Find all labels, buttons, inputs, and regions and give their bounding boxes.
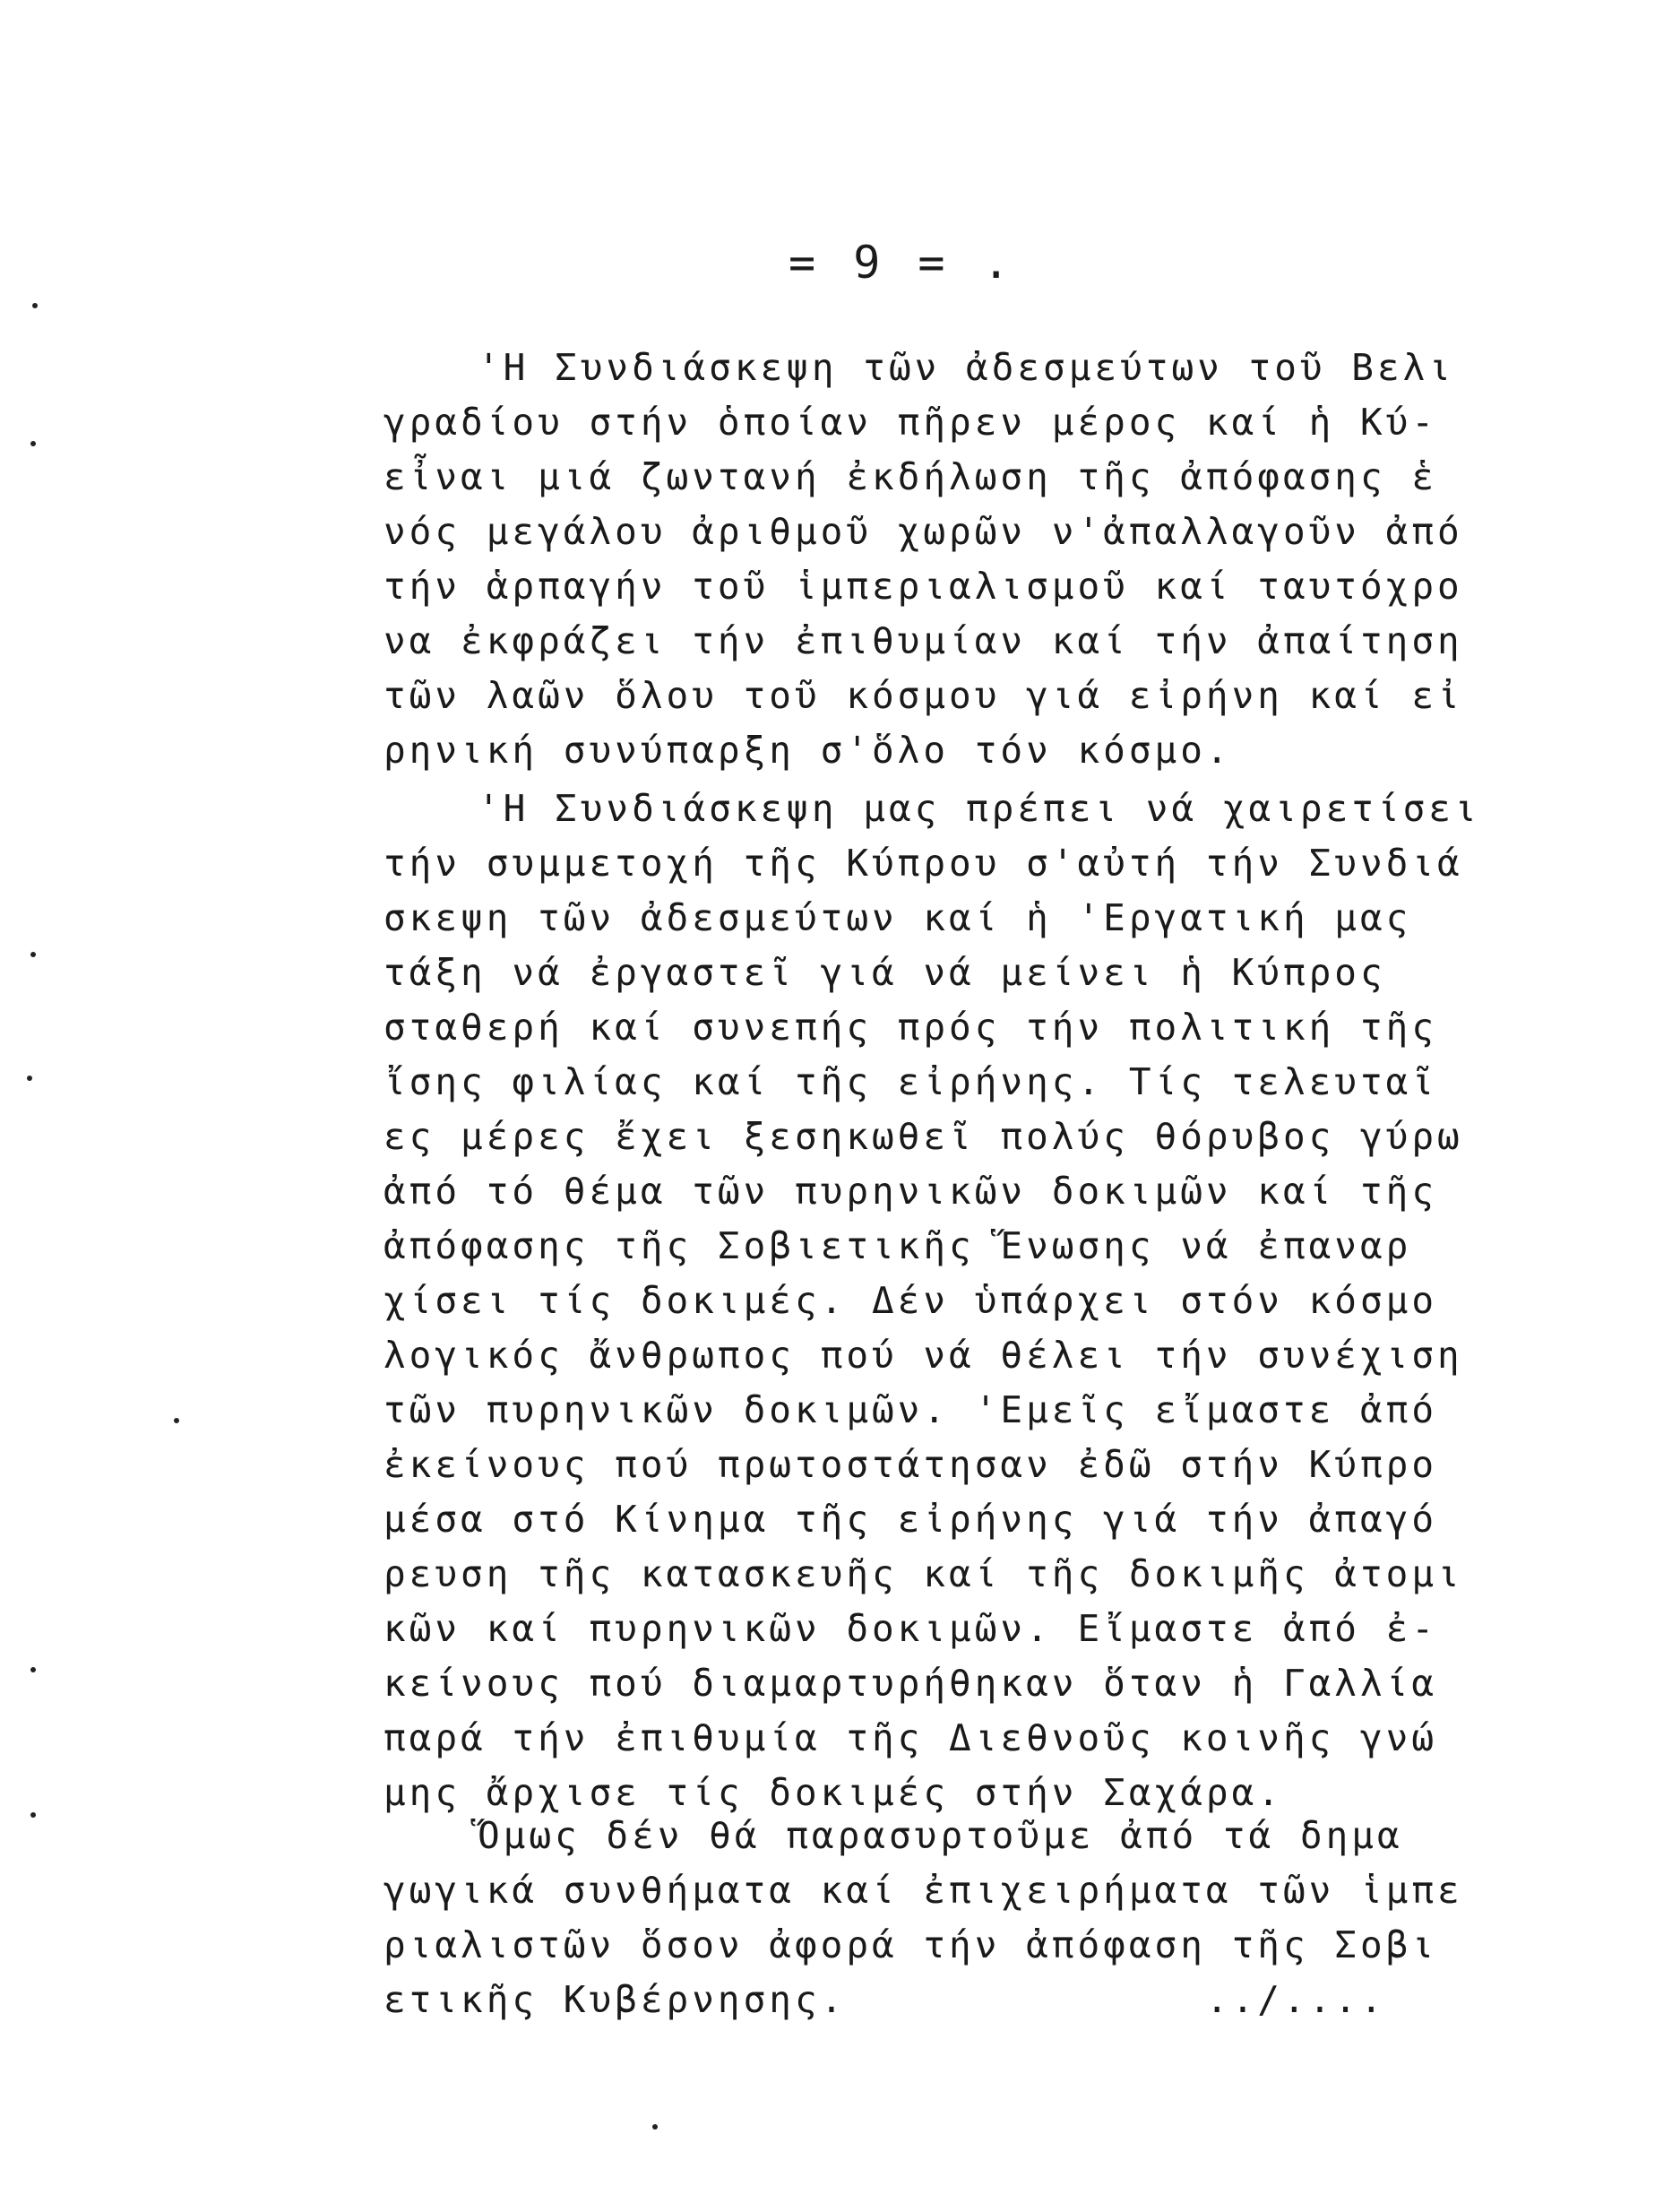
paragraph-1 [384, 341, 1548, 778]
text-line: μης ἄρχισε τίς δοκιμές στήν Σαχάρα. [384, 1771, 1283, 1814]
scan-speck [174, 1418, 179, 1423]
text-line: 'Η Συνδιάσκεψη μας πρέπει νά χαιρετίσει [478, 787, 1480, 830]
text-line: γραδίου στήν ὁποίαν πῆρεν μέρος καί ἡ Κύ- [384, 401, 1438, 444]
text-line: κῶν καί πυρηνικῶν δοκιμῶν. Εἴμαστε ἀπό ἐ- [384, 1607, 1438, 1650]
text-line: κείνους πού διαμαρτυρήθηκαν ὅταν ἡ Γαλλία [384, 1662, 1438, 1705]
scan-speck [30, 1812, 36, 1818]
paragraph-3 [384, 1809, 1548, 2027]
text-line: τῶν πυρηνικῶν δοκιμῶν. 'Εμεῖς εἴμαστε ἀπό [384, 1388, 1438, 1431]
text-line: ἐκείνους πού πρωτοστάτησαν ἐδῶ στήν Κύπρο [384, 1443, 1438, 1486]
scan-speck [652, 2124, 658, 2130]
text-line: ρηνική συνύπαρξη σ'ὅλο τόν κόσμο. [384, 729, 1232, 772]
scan-speck [27, 1076, 32, 1081]
text-line: εἶναι μιά ζωντανή ἐκδήλωση τῆς ἀπόφασης ἑ [384, 455, 1438, 498]
text-line: ἴσης φιλίας καί τῆς εἰρήνης. Τίς τελευταῖ [384, 1060, 1438, 1103]
text-line: λογικός ἄνθρωπος πού νά θέλει τήν συνέχιση [384, 1334, 1463, 1377]
scan-speck [30, 1667, 36, 1672]
text-line: νός μεγάλου ἀριθμοῦ χωρῶν ν'ἀπαλλαγοῦν ἀπό [384, 510, 1463, 553]
text-line: ετικῆς Κυβέρνησης. ../.... [384, 1978, 1386, 2021]
text-line: μέσα στό Κίνημα τῆς εἰρήνης γιά τήν ἀπαγό [384, 1498, 1438, 1541]
text-line: τήν συμμετοχή τῆς Κύπρου σ'αὐτή τήν Συνδιά [384, 842, 1463, 885]
text-line: να ἐκφράζει τήν ἐπιθυμίαν καί τήν ἀπαίτηση [384, 619, 1463, 662]
text-line: παρά τήν ἐπιθυμία τῆς Διεθνοῦς κοινῆς γνώ [384, 1716, 1438, 1759]
text-line: ρευση τῆς κατασκευῆς καί τῆς δοκιμῆς ἀτομι [384, 1552, 1463, 1595]
text-line: ἀπό τό θέμα τῶν πυρηνικῶν δοκιμῶν καί τῆς [384, 1170, 1438, 1213]
text-line: τάξη νά ἐργαστεῖ γιά νά μείνει ἡ Κύπρος [384, 951, 1386, 994]
text-line: σκεψη τῶν ἀδεσμεύτων καί ἡ 'Εργατική μας [384, 896, 1412, 939]
paragraph-2 [384, 782, 1548, 1820]
text-line: ἀπόφασης τῆς Σοβιετικῆς Ἕνωσης νά ἐπαναρ [384, 1224, 1412, 1267]
text-line: ες μέρες ἔχει ξεσηκωθεῖ πολύς θόρυβος γύρω [384, 1115, 1463, 1158]
scan-speck [30, 441, 36, 446]
scan-speck [32, 303, 38, 308]
text-line: Ὅμως δέν θά παρασυρτοῦμε ἀπό τά δημα [478, 1814, 1403, 1857]
text-line: 'Η Συνδιάσκεψη τῶν ἀδεσμεύτων τοῦ Βελι [478, 346, 1454, 389]
text-line: σταθερή καί συνεπής πρός τήν πολιτική τῆς [384, 1006, 1438, 1049]
text-line: τῶν λαῶν ὅλου τοῦ κόσμου γιά εἰρήνη καί εἰ [384, 674, 1463, 717]
text-line: ριαλιστῶν ὅσον ἀφορά τήν ἀπόφαση τῆς Σοβι [384, 1923, 1438, 1966]
page-number: = 9 = . [789, 237, 1015, 289]
text-line: γωγικά συνθήματα καί ἐπιχειρήματα τῶν ἱμπε [384, 1869, 1463, 1912]
text-line: χίσει τίς δοκιμές. Δέν ὑπάρχει στόν κόσμο [384, 1279, 1438, 1322]
scan-speck [30, 952, 36, 957]
text-line: τήν ἁρπαγήν τοῦ ἱμπεριαλισμοῦ καί ταυτόχρο [384, 565, 1463, 608]
